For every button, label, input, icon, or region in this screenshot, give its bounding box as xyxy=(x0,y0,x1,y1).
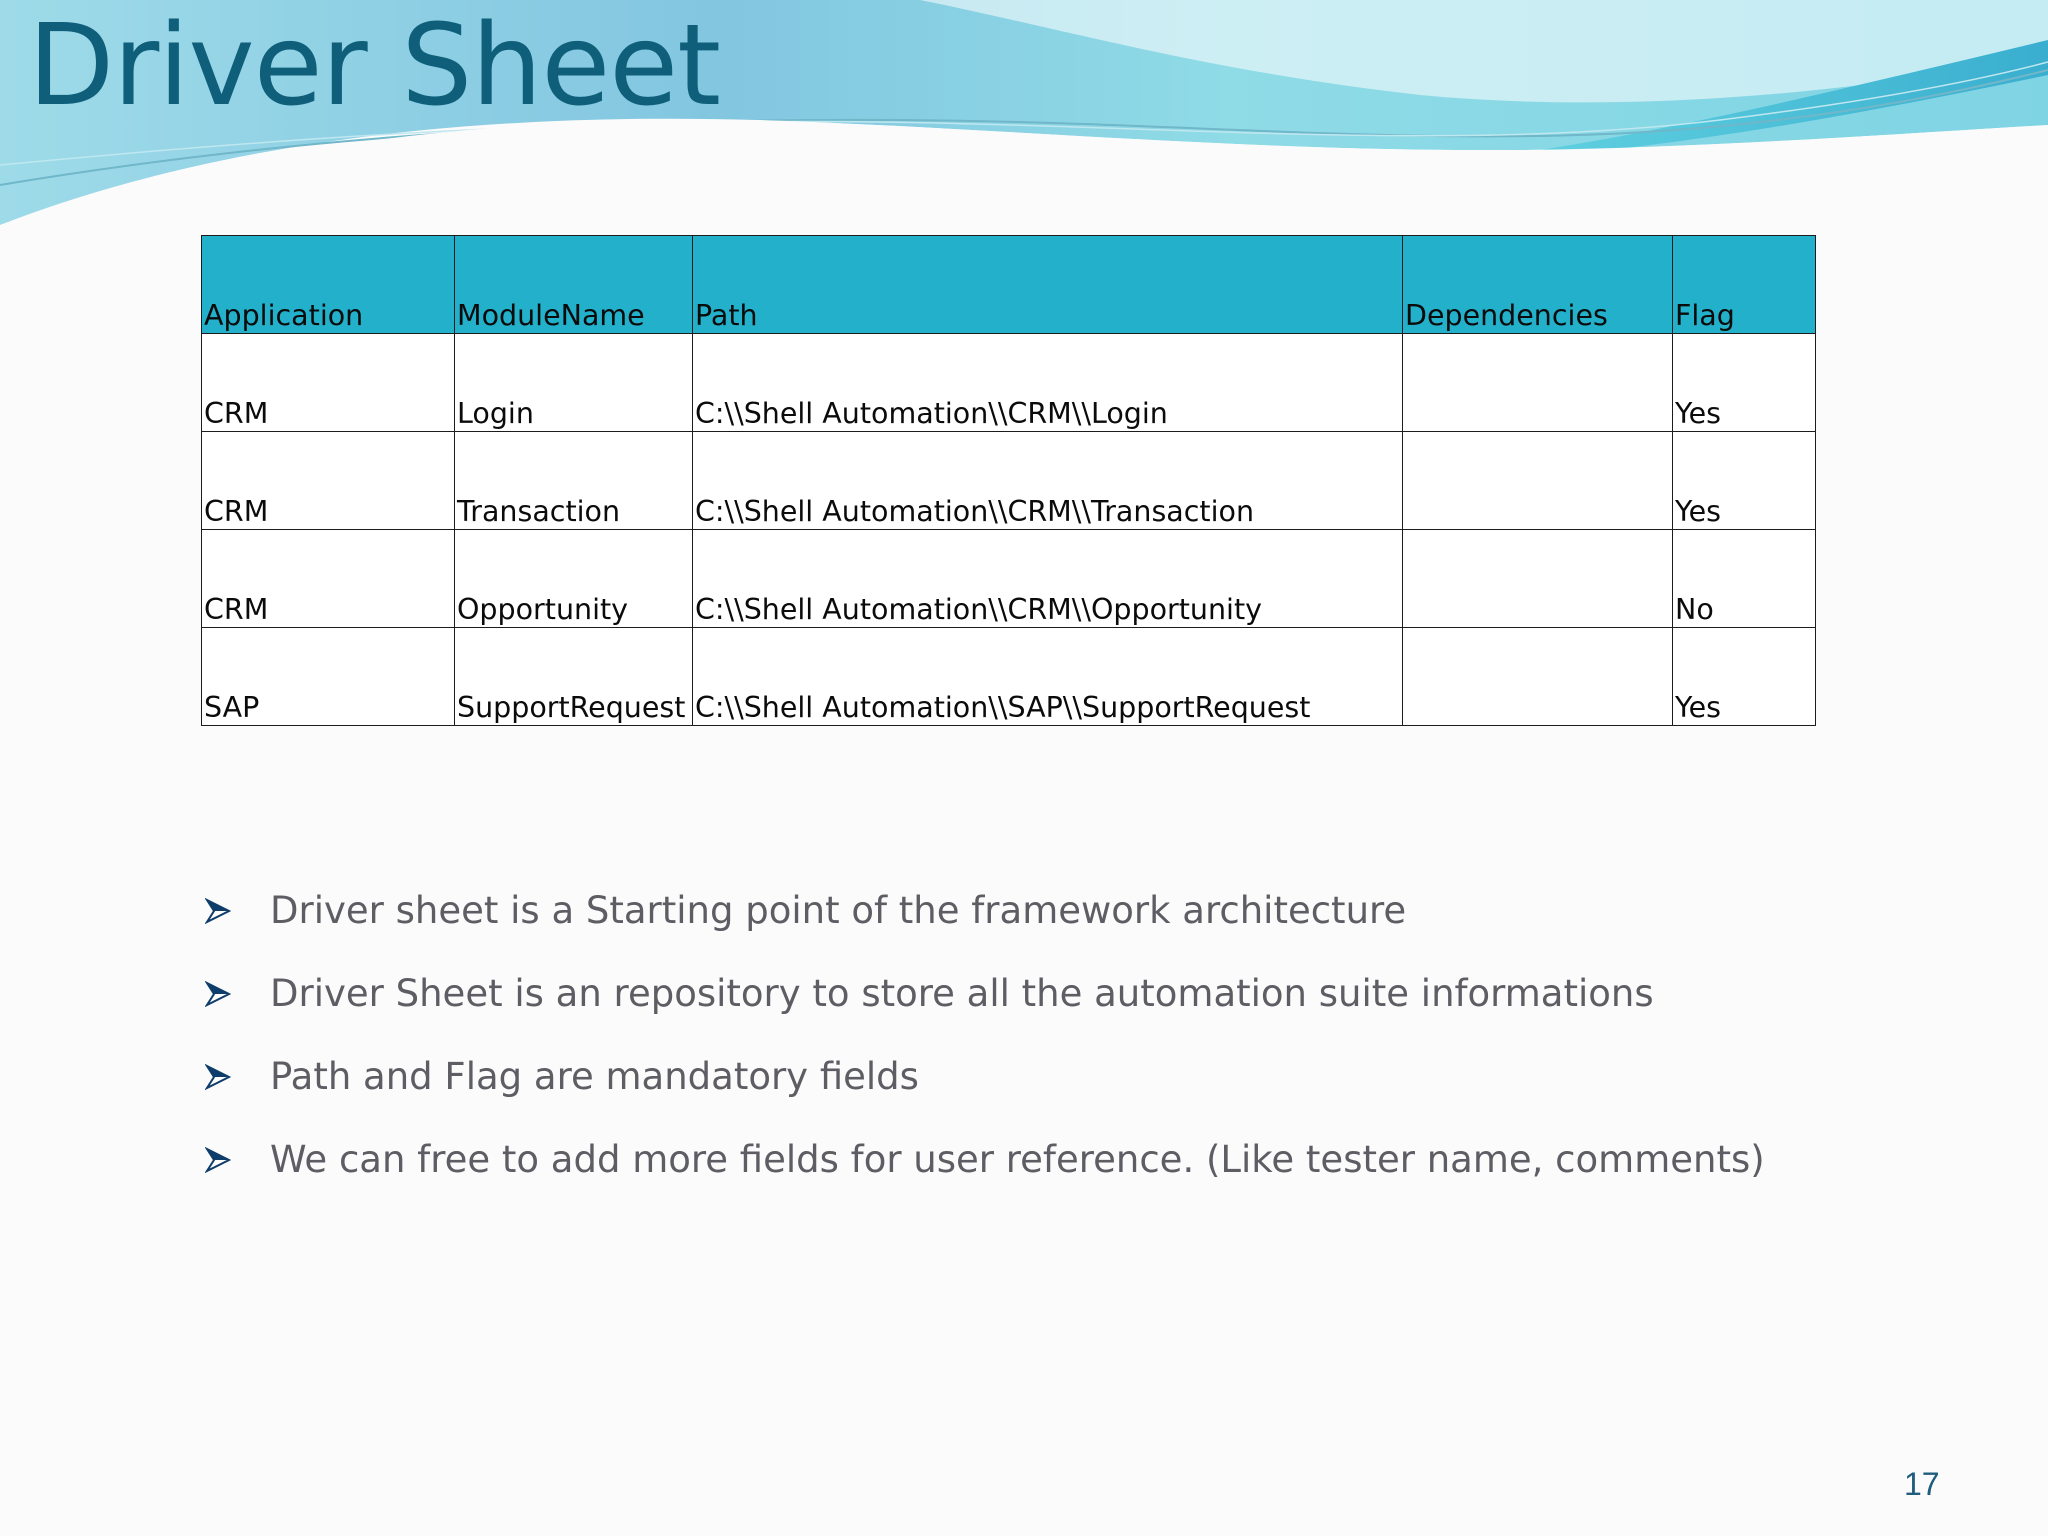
bullet-item xyxy=(205,871,1765,954)
cell-module-name: SupportRequest xyxy=(455,628,693,726)
cell-flag: No xyxy=(1673,530,1816,628)
header-dependencies: Dependencies xyxy=(1403,236,1673,334)
slide-title: Driver Sheet xyxy=(28,1,721,131)
driver-sheet-table xyxy=(201,235,1816,726)
page-number: 17 xyxy=(1904,1466,1940,1502)
cell-application: CRM xyxy=(202,432,455,530)
cell-dependencies xyxy=(1403,628,1673,726)
cell-application: CRM xyxy=(202,530,455,628)
table-row xyxy=(202,334,1816,432)
cell-path: C:\\Shell Automation\\SAP\\SupportRequest xyxy=(693,628,1403,726)
cell-module-name: Transaction xyxy=(455,432,693,530)
cell-dependencies xyxy=(1403,530,1673,628)
bullet-text: Driver sheet is a Starting point of the framework architecture xyxy=(270,889,1407,932)
bullet-text: Path and Flag are mandatory fields xyxy=(270,1055,919,1098)
bullet-item xyxy=(205,1037,1765,1120)
header-module-name: ModuleName xyxy=(455,236,693,334)
header-flag: Flag xyxy=(1673,236,1816,334)
bullet-text: We can free to add more fields for user reference. (Like tester name, comments) xyxy=(270,1138,1765,1181)
cell-flag: Yes xyxy=(1673,334,1816,432)
header-path: Path xyxy=(693,236,1403,334)
bullet-text: Driver Sheet is an repository to store all the automation suite informations xyxy=(270,972,1654,1015)
header-application: Application xyxy=(202,236,455,334)
arrowhead-bullet-icon xyxy=(205,981,231,1007)
cell-module-name: Opportunity xyxy=(455,530,693,628)
cell-flag: Yes xyxy=(1673,432,1816,530)
cell-application: CRM xyxy=(202,334,455,432)
arrowhead-bullet-icon xyxy=(205,898,231,924)
bullet-item xyxy=(205,1120,1765,1203)
table-row xyxy=(202,530,1816,628)
cell-flag: Yes xyxy=(1673,628,1816,726)
table-header-row xyxy=(202,236,1816,334)
cell-path: C:\\Shell Automation\\CRM\\Transaction xyxy=(693,432,1403,530)
bullet-item xyxy=(205,954,1765,1037)
table-row xyxy=(202,628,1816,726)
cell-dependencies xyxy=(1403,334,1673,432)
cell-application: SAP xyxy=(202,628,455,726)
arrowhead-bullet-icon xyxy=(205,1064,231,1090)
cell-path: C:\\Shell Automation\\CRM\\Login xyxy=(693,334,1403,432)
table-row xyxy=(202,432,1816,530)
bullet-list xyxy=(205,871,1765,1203)
cell-dependencies xyxy=(1403,432,1673,530)
cell-module-name: Login xyxy=(455,334,693,432)
arrowhead-bullet-icon xyxy=(205,1147,231,1173)
cell-path: C:\\Shell Automation\\CRM\\Opportunity xyxy=(693,530,1403,628)
